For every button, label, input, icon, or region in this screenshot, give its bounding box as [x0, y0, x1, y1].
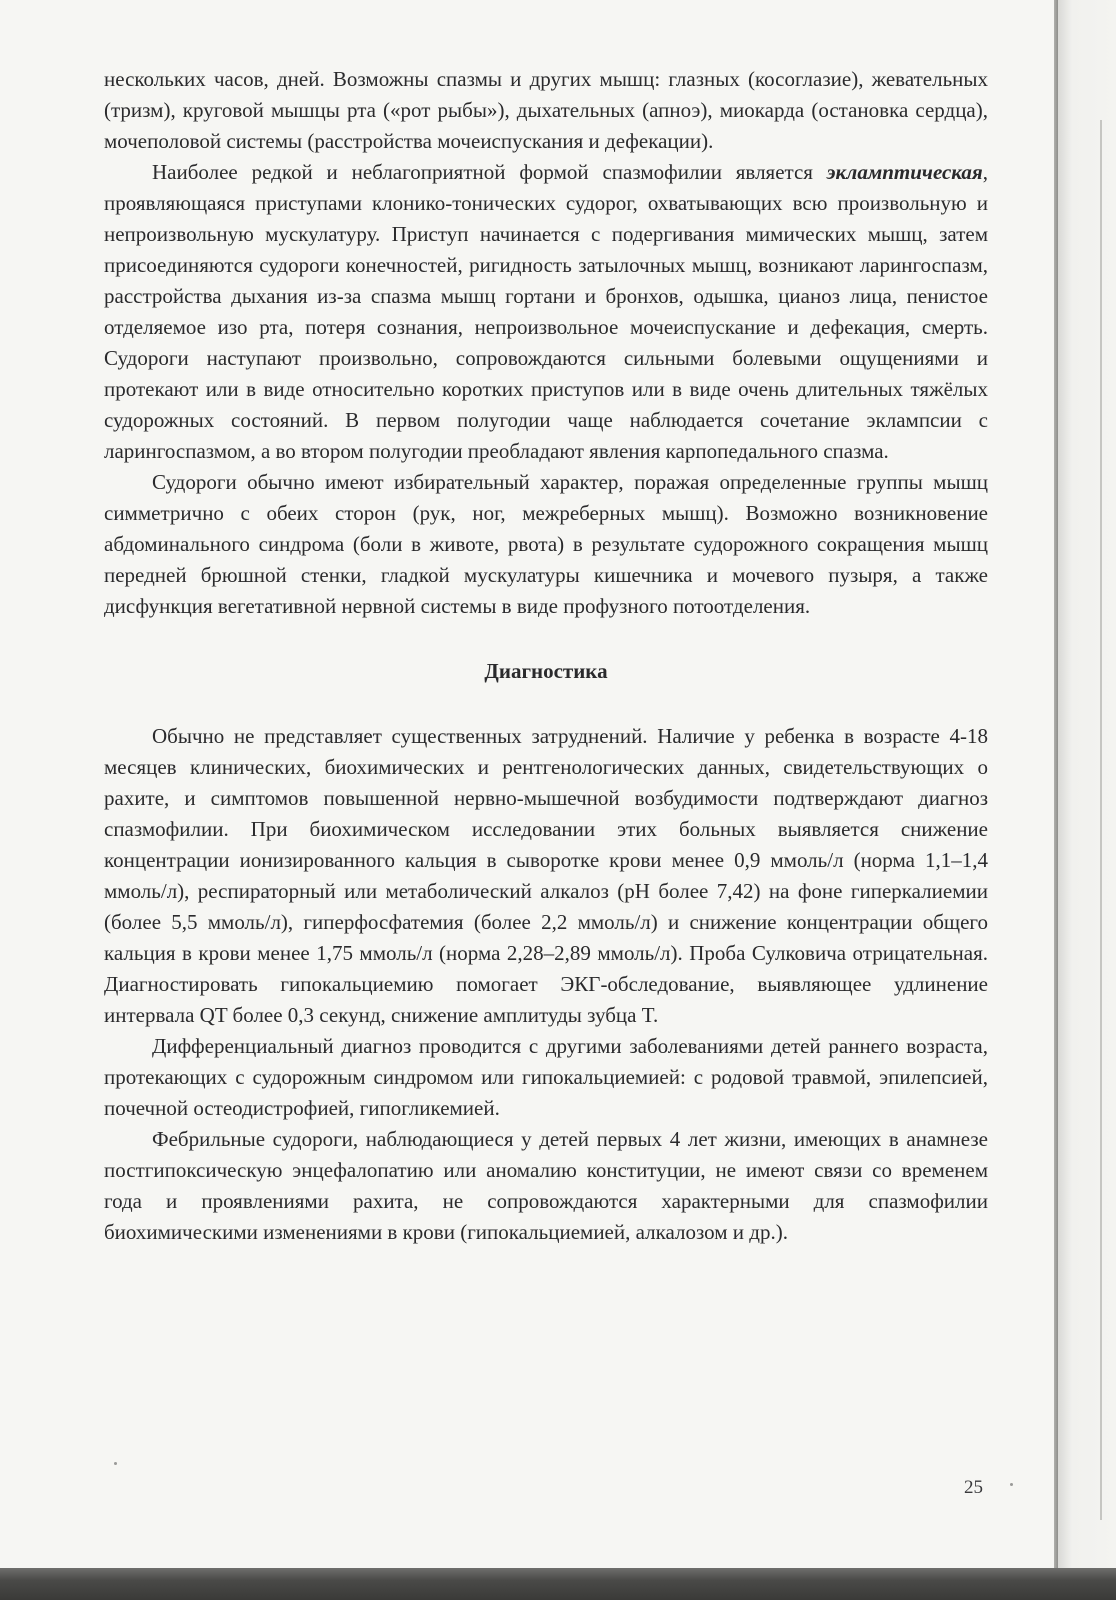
right-margin-background: [1058, 0, 1116, 1568]
body-text: [104, 64, 988, 1248]
paragraph-diagnostics: Обычно не представляет существенных затруднений. Наличие у ребенка в возрасте 4-18 месяцев клинических, биохимических и рентгенологических данных, свидетельствующих о рахите, и симптомов повышенной нервно-мышечной возбудимости подтверждают диагноз спазмофилии. При биохимическом исследовании этих больных выявляется снижение концентрации ионизированного кальция в сыворотке крови менее 0,9 ммоль/л (норма 1,1–1,4 ммоль/л), респираторный или метаболический алкалоз (pH более 7,42) на фоне гиперкалиемии (более 5,5 ммоль/л), гиперфосфатемия (более 2,2 ммоль/л) и снижение концентрации общего кальция в крови менее 1,75 ммоль/л (норма 2,28–2,89 ммоль/л). Проба Сулковича отрицательная. Диагностировать гипокальциемию помогает ЭКГ-обследование, выявляющее удлинение интервала QT более 0,3 секунд, снижение амплитуды зубца T.: [104, 724, 988, 1027]
page-edge: [1054, 0, 1058, 1568]
paragraph-rest: , проявляющаяся приступами клонико-тонических судорог, охватывающих всю произвольную и непроизвольную мускулатуру. Приступ начинается с подергивания мимических мышц, затем присоединяются судороги конечностей, ригидность затылочных мышц, возникают ларингоспазм, расстройства дыхания из-за спазма мышц гортани и бронхов, одышка, цианоз лица, пенистое отделяемое изо рта, потеря сознания, непроизвольное мочеиспускание и дефекация, смерть. Судороги наступают произвольно, сопровождаются сильными болевыми ощущениями и протекают или в виде относительно коротких приступов или в виде очень длительных тяжёлых судорожных состояний. В первом полугодии чаще наблюдается сочетание эклампсии с ларингоспазмом, а во втором полугодии преобладают явления карпопедального спазма.: [104, 160, 988, 463]
next-page-edge: [1100, 120, 1102, 1520]
section-heading: Диагностика: [484, 659, 608, 683]
scan-speck: [114, 1462, 117, 1465]
page-number: 25: [964, 1477, 983, 1498]
paragraph-eclampsia: [104, 157, 988, 467]
paragraph-febrile: Фебрильные судороги, наблюдающиеся у детей первых 4 лет жизни, имеющих в анамнезе постгипоксическую энцефалопатию или аномалию конституции, не имеют связи со временем года и проявлениями рахита, не сопровождаются характерными для спазмофилии биохимическими изменениями в крови (гипокальциемией, алкалозом и др.).: [104, 1127, 988, 1244]
paragraph-intro: Наиболее редкой и неблагоприятной формой спазмофилии является: [152, 160, 827, 184]
scan-speck: [1010, 1483, 1013, 1486]
paragraph-differential: Дифференциальный диагноз проводится с другими заболеваниями детей раннего возраста, протекающих с судорожным синдромом или гипокальциемией: с родовой травмой, эпилепсией, почечной остеодистрофией, гипогликемией.: [104, 1034, 988, 1120]
scanner-bottom-shadow: [0, 1568, 1116, 1600]
paragraph-continued: нескольких часов, дней. Возможны спазмы и других мышц: глазных (косоглазие), жевательных (тризм), круговой мышцы рта («рот рыбы»), дыхательных (апноэ), миокарда (остановка сердца), мочеполовой системы (расстройства мочеиспускания и дефекации).: [104, 67, 988, 153]
emphasized-term: экламптическая: [826, 160, 983, 184]
paragraph-seizures: Судороги обычно имеют избирательный характер, поражая определенные группы мышц симметрично с обеих сторон (рук, ног, межреберных мышц). Возможно возникновение абдоминального синдрома (боли в животе, рвота) в результате судорожного сокращения мышц передней брюшной стенки, гладкой мускулатуры кишечника и мочевого пузыря, а также дисфункция вегетативной нервной системы в виде профузного потоотделения.: [104, 470, 988, 618]
